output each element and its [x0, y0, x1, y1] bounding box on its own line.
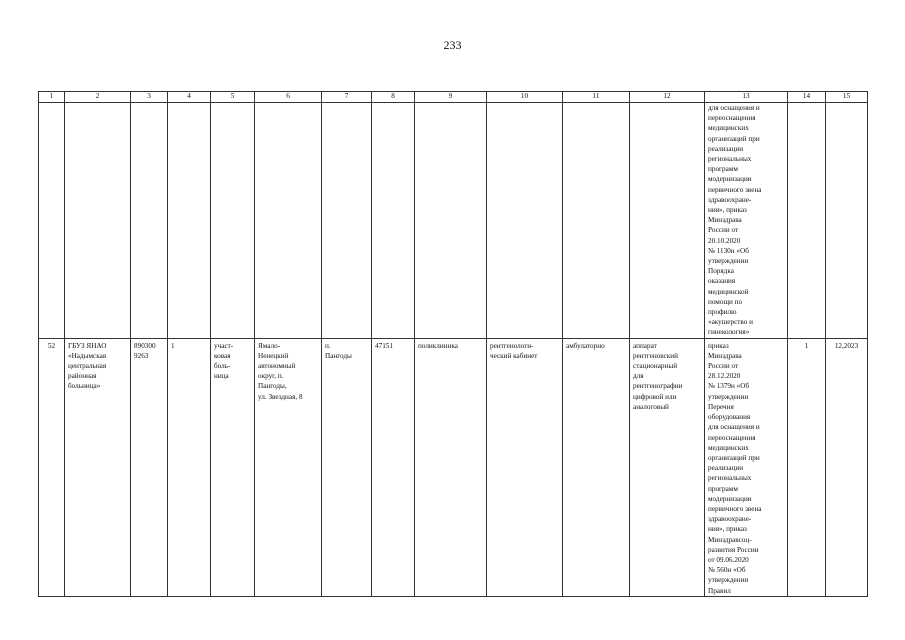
- header-cell: 7: [322, 92, 372, 103]
- header-cell: 12: [630, 92, 705, 103]
- table-cell: [168, 103, 211, 339]
- header-cell: 6: [255, 92, 322, 103]
- facility-type: участ- ковая боль- ница: [214, 341, 234, 381]
- regulation-text: для оснащения и переоснащения медицинских организаций при реализации региональных программ модернизации первичного звена здравоохране- ния», приказ Минздрава России от 20.10.2020 № 1130н «Об утверждении Порядка оказания медицинской помощи по профилю «акушерство и гинекология»: [708, 104, 762, 337]
- organization-name: ГБУЗ ЯНАО «Надымская центральная районная больница»: [68, 341, 107, 391]
- inn-value: 890300 9263: [134, 341, 156, 360]
- row-number-cell: [39, 338, 65, 596]
- header-cell: 14: [788, 92, 826, 103]
- row-number: 52: [47, 341, 56, 350]
- header-cell: 8: [372, 92, 415, 103]
- settlement-name: п. Пангоды: [325, 341, 352, 360]
- regulation-cell: [705, 338, 788, 596]
- table-cell: [630, 103, 705, 339]
- header-cell: 1: [39, 92, 65, 103]
- deadline-value: 12,2023: [834, 341, 859, 350]
- inn-cell: [131, 338, 168, 596]
- table-cell: [39, 103, 65, 339]
- page-number: 233: [443, 38, 462, 52]
- facility-type-cell: [211, 338, 255, 596]
- quantity-cell: [788, 338, 826, 596]
- quantity-value: 1: [804, 341, 809, 350]
- unit-cell: [487, 338, 563, 596]
- table-cell: [372, 103, 415, 339]
- care-mode-cell: [563, 338, 630, 596]
- header-cell: 3: [131, 92, 168, 103]
- header-cell: 5: [211, 92, 255, 103]
- regulation-text: приказ Минздрава России от 28.12.2020 № 1379н «Об утверждении Перечня оборудования для оснащения и переоснащения медицинских организаций при реализации региональных программ модернизации первичного звена здравоохране- ния», приказ Минздравсоц- развития России от 09.06.2020 № 560н «Об утверждении Правил: [708, 341, 762, 595]
- count-cell: [168, 338, 211, 596]
- count-value: 1: [171, 341, 175, 350]
- table-cell: [788, 103, 826, 339]
- header-cell: 9: [415, 92, 487, 103]
- table-cell: [415, 103, 487, 339]
- deadline-cell: [826, 338, 868, 596]
- address-cell: [255, 338, 322, 596]
- table-cell: [131, 103, 168, 339]
- table-cell: [211, 103, 255, 339]
- code-cell: [372, 338, 415, 596]
- unit-name: рентгенологи- ческий кабинет: [490, 341, 538, 360]
- settlement-cell: [322, 338, 372, 596]
- table-cell: [826, 103, 868, 339]
- header-cell: 13: [705, 92, 788, 103]
- table-cell: [255, 103, 322, 339]
- organization-cell: [65, 338, 131, 596]
- header-cell: 15: [826, 92, 868, 103]
- header-cell: 10: [487, 92, 563, 103]
- header-cell: 11: [563, 92, 630, 103]
- equipment-name: аппарат рентгеновский стационарный для рентгенографии цифровой или аналоговый: [633, 341, 683, 411]
- table-cell: [322, 103, 372, 339]
- header-row: [39, 92, 868, 103]
- table-row: [39, 338, 868, 596]
- equipment-cell: [630, 338, 705, 596]
- care-mode: амбулаторно: [566, 341, 605, 350]
- address-text: Ямало- Ненецкий автономный округ, п. Пангоды, ул. Звездная, 8: [258, 341, 303, 401]
- equipment-table: [38, 91, 868, 597]
- table-cell: [65, 103, 131, 339]
- table-row-continued: [39, 103, 868, 339]
- table-cell-regulation: [705, 103, 788, 339]
- code-value: 47151: [375, 341, 393, 350]
- department-name: поликлиника: [418, 341, 458, 350]
- table-cell: [487, 103, 563, 339]
- header-cell: 4: [168, 92, 211, 103]
- department-cell: [415, 338, 487, 596]
- header-cell: 2: [65, 92, 131, 103]
- table-cell: [563, 103, 630, 339]
